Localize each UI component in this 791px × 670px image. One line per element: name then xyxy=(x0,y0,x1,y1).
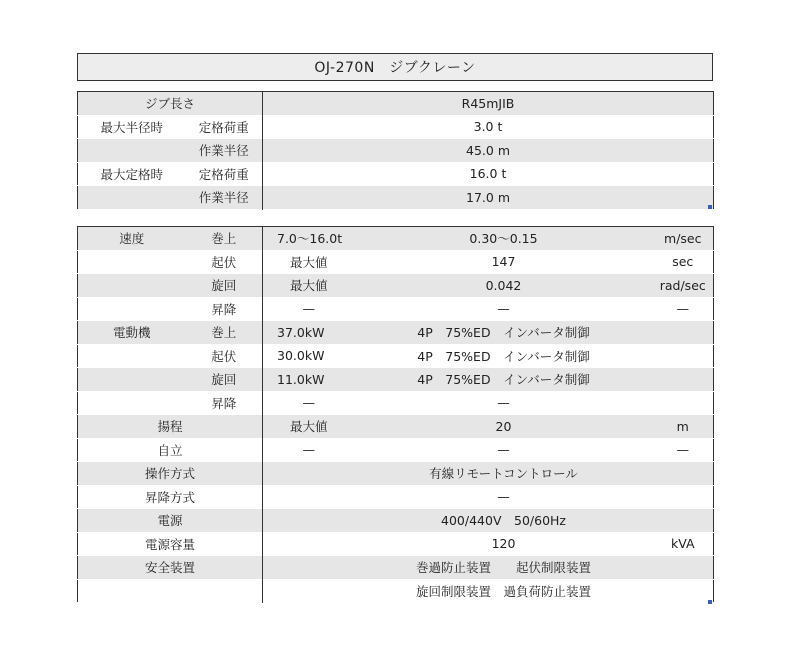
max-rated-label: 最大定格時 xyxy=(78,162,186,186)
working-radius-label: 作業半径 xyxy=(186,139,263,163)
speed-luff-a: 最大値 xyxy=(263,250,355,274)
rated-load-label: 定格荷重 xyxy=(186,115,263,139)
motor-slew-spec: 4P 75%ED インバータ制御 xyxy=(355,368,653,392)
jib-length-value: R45mJIB xyxy=(263,92,714,116)
speed-slew-label: 旋回 xyxy=(186,274,263,298)
speed-hoist-value: 0.30〜0.15 xyxy=(355,227,653,251)
speed-climb-unit: — xyxy=(653,297,714,321)
motor-climb-spec: — xyxy=(355,391,653,415)
motor-slew-label: 旋回 xyxy=(186,368,263,392)
speed-luff-label: 起伏 xyxy=(186,250,263,274)
max-radius-blank xyxy=(78,139,186,163)
speed-climb-label: 昇降 xyxy=(186,297,263,321)
rated-load-value: 3.0 t xyxy=(263,115,714,139)
power-capacity-label: 電源容量 xyxy=(78,532,263,556)
rated-load-value-2: 16.0 t xyxy=(263,162,714,186)
speed-hoist-unit: m/sec xyxy=(653,227,714,251)
detail-spec-table xyxy=(77,226,714,603)
working-radius-value-2: 17.0 m xyxy=(263,186,714,210)
speed-climb-value: — xyxy=(355,297,653,321)
speed-label: 速度 xyxy=(78,227,186,251)
freestand-value: — xyxy=(355,438,653,462)
lift-unit: m xyxy=(653,415,714,439)
speed-luff-unit: sec xyxy=(653,250,714,274)
rated-load-label-2: 定格荷重 xyxy=(186,162,263,186)
safety-line-1: 巻過防止装置 起伏制限装置 xyxy=(355,556,653,580)
lift-label: 揚程 xyxy=(78,415,263,439)
motor-luff-spec: 4P 75%ED インバータ制御 xyxy=(355,344,653,368)
power-value: 400/440V 50/60Hz xyxy=(355,509,653,533)
climb-method-label: 昇降方式 xyxy=(78,485,263,509)
safety-line-2: 旋回制限装置 過負荷防止装置 xyxy=(355,579,653,603)
operation-value: 有線リモートコントロール xyxy=(355,462,653,486)
motor-hoist-label: 巻上 xyxy=(186,321,263,345)
lift-a: 最大値 xyxy=(263,415,355,439)
document-title: OJ-270N ジブクレーン xyxy=(77,53,713,81)
operation-label: 操作方式 xyxy=(78,462,263,486)
motor-climb-label: 昇降 xyxy=(186,391,263,415)
motor-label: 電動機 xyxy=(78,321,186,345)
motor-hoist-spec: 4P 75%ED インバータ制御 xyxy=(355,321,653,345)
table-resize-handle[interactable] xyxy=(708,205,712,209)
motor-hoist-power: 37.0kW xyxy=(263,321,355,345)
speed-climb-a: — xyxy=(263,297,355,321)
speed-slew-a: 最大値 xyxy=(263,274,355,298)
speed-slew-value: 0.042 xyxy=(355,274,653,298)
working-radius-value: 45.0 m xyxy=(263,139,714,163)
motor-slew-power: 11.0kW xyxy=(263,368,355,392)
freestand-label: 自立 xyxy=(78,438,263,462)
power-capacity-unit: kVA xyxy=(653,532,714,556)
motor-luff-label: 起伏 xyxy=(186,344,263,368)
freestand-a: — xyxy=(263,438,355,462)
climb-method-value: — xyxy=(355,485,653,509)
freestand-unit: — xyxy=(653,438,714,462)
power-label: 電源 xyxy=(78,509,263,533)
safety-label: 安全装置 xyxy=(78,556,263,580)
speed-luff-value: 147 xyxy=(355,250,653,274)
motor-climb-power: — xyxy=(263,391,355,415)
power-capacity-value: 120 xyxy=(355,532,653,556)
lift-value: 20 xyxy=(355,415,653,439)
speed-slew-unit: rad/sec xyxy=(653,274,714,298)
working-radius-label-2: 作業半径 xyxy=(186,186,263,210)
speed-hoist-label: 巻上 xyxy=(186,227,263,251)
motor-luff-power: 30.0kW xyxy=(263,344,355,368)
max-rated-blank xyxy=(78,186,186,210)
table-resize-handle-2[interactable] xyxy=(708,600,712,604)
speed-hoist-range: 7.0〜16.0t xyxy=(263,227,355,251)
max-radius-label: 最大半径時 xyxy=(78,115,186,139)
jib-spec-table xyxy=(77,91,714,210)
jib-length-label: ジブ長さ xyxy=(78,92,263,116)
